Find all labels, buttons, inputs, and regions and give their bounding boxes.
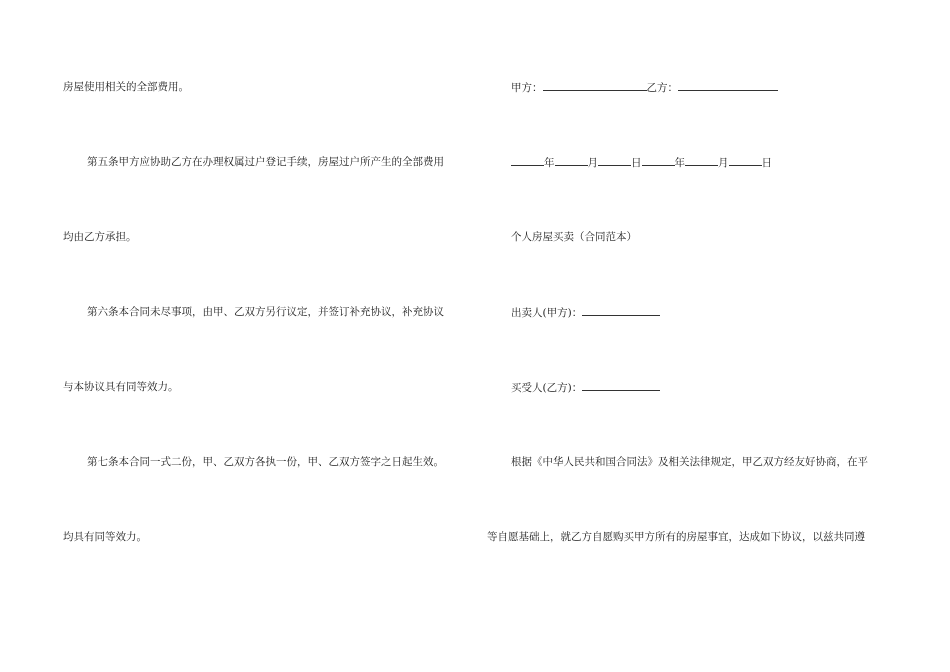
seller-label: 出卖人(甲方)： [511, 307, 583, 319]
intro-paragraph-line-2: 等自愿基础上，就乙方自愿购买甲方所有的房屋事宜，达成如下协议，以兹共同遵 [487, 531, 865, 543]
day-blank-b [729, 155, 762, 166]
day-label-b: 日 [761, 157, 772, 169]
clause-6-text: 第六条本合同未尽事项，由甲、乙双方另行议定，并签订补充协议，补充协议 [87, 306, 444, 318]
year-blank-a [511, 155, 544, 166]
day-label-a: 日 [631, 157, 642, 169]
party-a-label: 甲方： [511, 82, 543, 94]
buyer-blank [582, 380, 660, 391]
party-b-signature-blank [678, 80, 778, 91]
buyer-label: 买受人(乙方)： [511, 382, 583, 394]
month-label-a: 月 [587, 157, 598, 169]
buyer-line [511, 380, 660, 395]
party-a-signature-blank [543, 80, 647, 91]
clause-5-continuation: 均由乙方承担。 [63, 231, 137, 243]
year-label-a: 年 [544, 157, 555, 169]
month-label-b: 月 [718, 157, 729, 169]
clause-text-line-1: 房屋使用相关的全部费用。 [63, 81, 189, 93]
intro-paragraph-line-1: 根据《中华人民共和国合同法》及相关法律规定，甲乙双方经友好协商，在平 [511, 456, 868, 468]
seller-line [511, 305, 660, 320]
signature-parties-line [511, 80, 778, 95]
clause-6-continuation: 与本协议具有同等效力。 [63, 381, 179, 393]
year-blank-b [642, 155, 675, 166]
contract-title: 个人房屋买卖（合同范本） [511, 231, 637, 243]
signature-dates-line [511, 155, 772, 170]
month-blank-a [555, 155, 588, 166]
day-blank-a [598, 155, 631, 166]
seller-blank [582, 305, 660, 316]
clause-5-text: 第五条甲方应协助乙方在办理权属过户登记手续，房屋过户所产生的全部费用 [87, 156, 444, 168]
year-label-b: 年 [674, 157, 685, 169]
month-blank-b [685, 155, 718, 166]
party-b-label: 乙方： [646, 82, 678, 94]
clause-7-continuation: 均具有同等效力。 [63, 531, 147, 543]
clause-7-text: 第七条本合同一式二份，甲、乙双方各执一份，甲、乙双方签字之日起生效。 [87, 456, 444, 468]
